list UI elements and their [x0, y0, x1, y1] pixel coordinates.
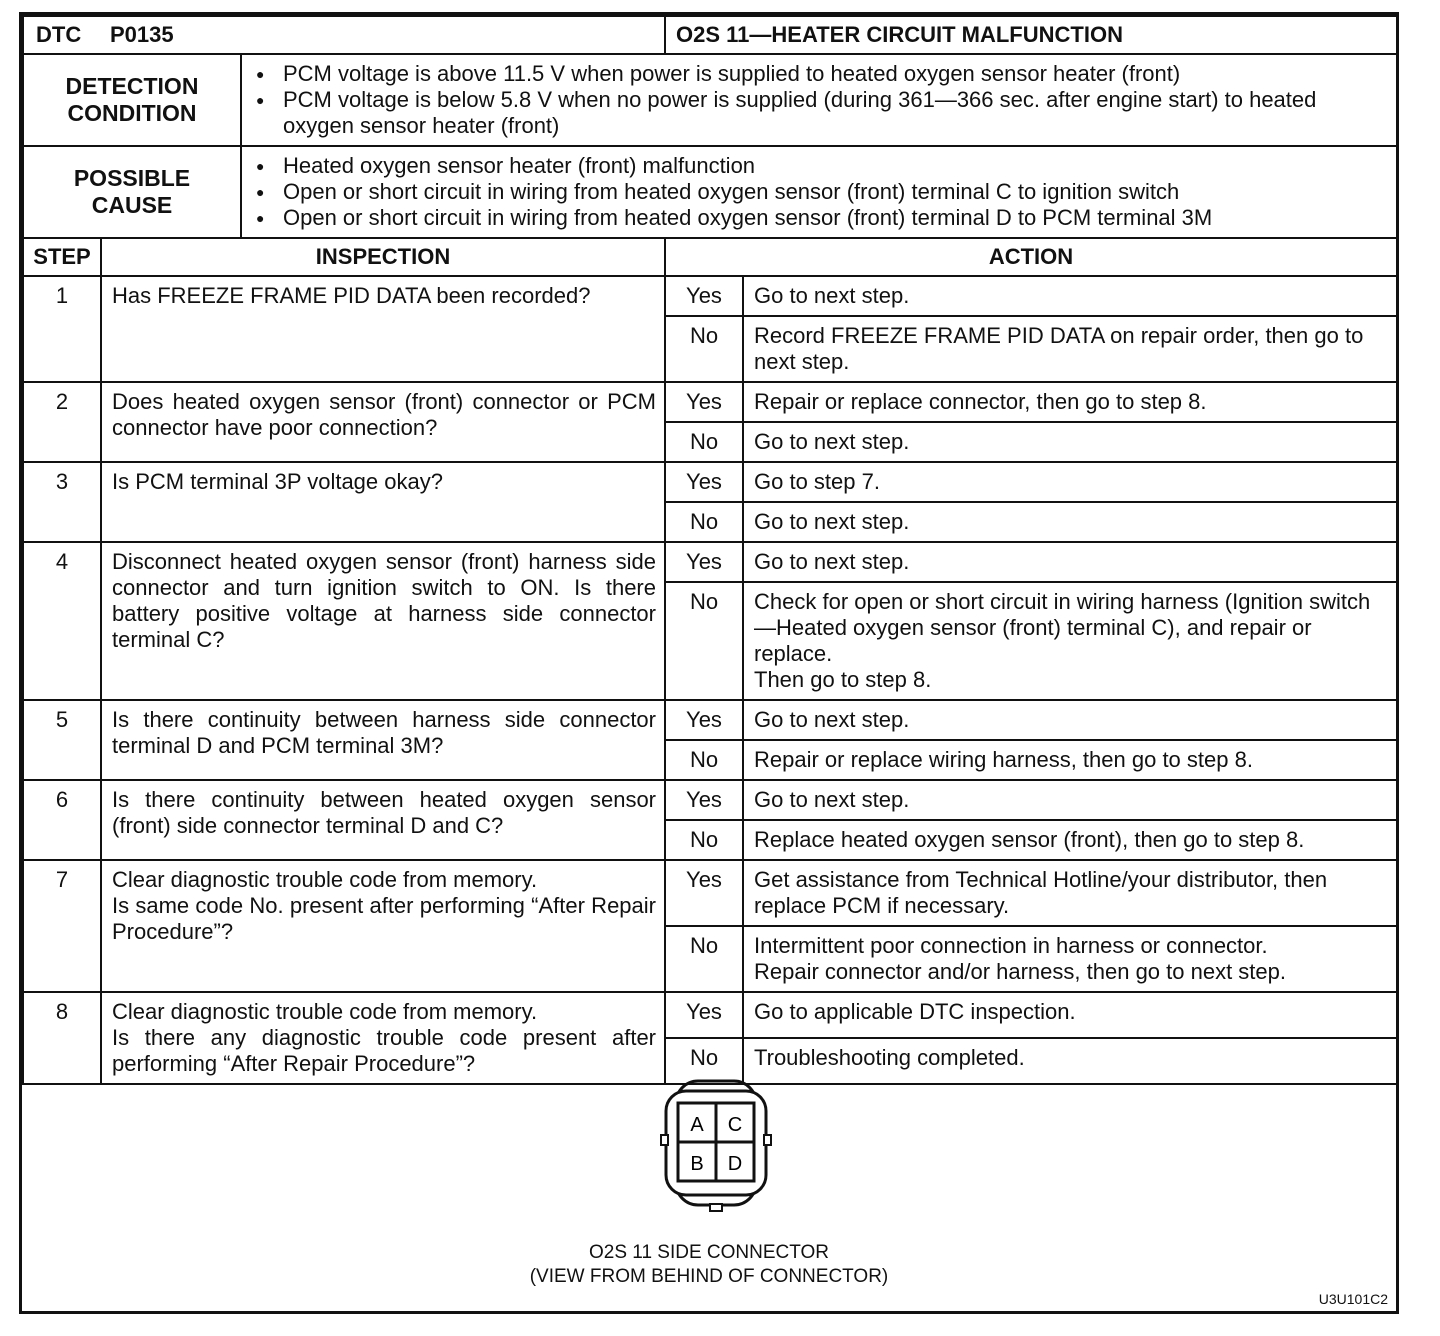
- yes-label: Yes: [665, 700, 743, 740]
- step-row-8: [23, 992, 1397, 1038]
- step-inspection: Does heated oxygen sensor (front) connector or PCM connector have poor connection?: [101, 382, 665, 462]
- step-row-2: [23, 382, 1397, 422]
- dtc-title: O2S 11—HEATER CIRCUIT MALFUNCTION: [665, 16, 1397, 54]
- no-action: Check for open or short circuit in wiring harness (Ignition switch—Heated oxygen sensor (front) terminal C), and repair or replace. Then go to step 8.: [743, 582, 1397, 700]
- yes-label: Yes: [665, 992, 743, 1038]
- no-action: Go to next step.: [743, 502, 1397, 542]
- inspection-column-header: INSPECTION: [101, 238, 665, 276]
- step-row-7: [23, 860, 1397, 926]
- step-number: 3: [23, 462, 101, 542]
- pin-d-label: D: [727, 1153, 743, 1175]
- no-label: No: [665, 740, 743, 780]
- no-action: Record FREEZE FRAME PID DATA on repair order, then go to next step.: [743, 316, 1397, 382]
- pin-c-label: C: [727, 1114, 743, 1136]
- step-column-header: STEP: [23, 238, 101, 276]
- yes-action: Go to next step.: [743, 700, 1397, 740]
- no-action: Troubleshooting completed.: [743, 1038, 1397, 1084]
- cause-row: [23, 146, 1397, 238]
- cause-item: ● Heated oxygen sensor heater (front) malfunction: [252, 153, 1388, 179]
- step-number: 2: [23, 382, 101, 462]
- no-label: No: [665, 820, 743, 860]
- step-number: 1: [23, 276, 101, 382]
- yes-action: Get assistance from Technical Hotline/your distributor, then replace PCM if necessary.: [743, 860, 1397, 926]
- header-row: [23, 16, 1397, 54]
- step-number: 5: [23, 700, 101, 780]
- dtc-sheet: [19, 12, 1399, 1314]
- yes-label: Yes: [665, 382, 743, 422]
- yes-action: Go to next step.: [743, 542, 1397, 582]
- step-inspection: Clear diagnostic trouble code from memory. Is same code No. present after performing “After Repair Procedure”?: [101, 860, 665, 992]
- dtc-table: [22, 15, 1398, 1085]
- yes-label: Yes: [665, 780, 743, 820]
- detection-row: [23, 54, 1397, 146]
- step-number: 7: [23, 860, 101, 992]
- dtc-code: P0135: [110, 22, 174, 47]
- no-label: No: [665, 926, 743, 992]
- step-inspection: Is there continuity between heated oxygen sensor (front) side connector terminal D and C?: [101, 780, 665, 860]
- yes-action: Go to next step.: [743, 276, 1397, 316]
- yes-label: Yes: [665, 462, 743, 502]
- step-number: 8: [23, 992, 101, 1084]
- no-label: No: [665, 316, 743, 382]
- detection-conditions: [241, 54, 1397, 146]
- step-row-3: [23, 462, 1397, 502]
- cause-label: POSSIBLE CAUSE: [23, 146, 241, 238]
- no-label: No: [665, 422, 743, 462]
- yes-action: Go to step 7.: [743, 462, 1397, 502]
- dtc-label: DTC: [36, 22, 82, 47]
- step-row-4: [23, 542, 1397, 582]
- yes-action: Go to next step.: [743, 780, 1397, 820]
- figure-code: U3U101C2: [1318, 1291, 1388, 1307]
- step-inspection: Disconnect heated oxygen sensor (front) harness side connector and turn ignition switch to ON. Is there battery positive voltage at harness side connector terminal C?: [101, 542, 665, 700]
- step-inspection: Is PCM terminal 3P voltage okay?: [101, 462, 665, 542]
- step-number: 4: [23, 542, 101, 700]
- connector-caption-sub: (VIEW FROM BEHIND OF CONNECTOR): [529, 1266, 889, 1287]
- connector-caption: O2S 11 SIDE CONNECTOR: [588, 1242, 830, 1263]
- possible-causes: [241, 146, 1397, 238]
- yes-label: Yes: [665, 276, 743, 316]
- step-row-1: [23, 276, 1397, 316]
- no-label: No: [665, 582, 743, 700]
- no-label: No: [665, 502, 743, 542]
- connector-icon: [658, 1077, 782, 1213]
- no-label: No: [665, 1038, 743, 1084]
- no-action: Go to next step.: [743, 422, 1397, 462]
- action-column-header: ACTION: [665, 238, 1397, 276]
- cause-item: ● Open or short circuit in wiring from heated oxygen sensor (front) terminal C to ignition switch: [252, 179, 1388, 205]
- column-header-row: [23, 238, 1397, 276]
- yes-action: Repair or replace connector, then go to step 8.: [743, 382, 1397, 422]
- detection-item: ● PCM voltage is below 5.8 V when no power is supplied (during 361—366 sec. after engine start) to heated oxygen sensor heater (front): [252, 87, 1388, 139]
- connector-diagram: [22, 1069, 1396, 1311]
- cause-item: ● Open or short circuit in wiring from heated oxygen sensor (front) terminal D to PCM terminal 3M: [252, 205, 1388, 231]
- pin-b-label: B: [690, 1153, 704, 1175]
- step-row-6: [23, 780, 1397, 820]
- no-action: Intermittent poor connection in harness or connector. Repair connector and/or harness, then go to next step.: [743, 926, 1397, 992]
- step-inspection: Clear diagnostic trouble code from memory. Is there any diagnostic trouble code present after performing “After Repair Procedure”?: [101, 992, 665, 1084]
- detection-item: ● PCM voltage is above 11.5 V when power is supplied to heated oxygen sensor heater (front): [252, 61, 1388, 87]
- step-number: 6: [23, 780, 101, 860]
- detection-label: DETECTION CONDITION: [23, 54, 241, 146]
- step-row-5: [23, 700, 1397, 740]
- step-inspection: Has FREEZE FRAME PID DATA been recorded?: [101, 276, 665, 382]
- yes-action: Go to applicable DTC inspection.: [743, 992, 1397, 1038]
- no-action: Replace heated oxygen sensor (front), then go to step 8.: [743, 820, 1397, 860]
- no-action: Repair or replace wiring harness, then go to step 8.: [743, 740, 1397, 780]
- dtc-cell: [23, 16, 665, 54]
- yes-label: Yes: [665, 542, 743, 582]
- step-inspection: Is there continuity between harness side connector terminal D and PCM terminal 3M?: [101, 700, 665, 780]
- yes-label: Yes: [665, 860, 743, 926]
- pin-a-label: A: [690, 1114, 704, 1136]
